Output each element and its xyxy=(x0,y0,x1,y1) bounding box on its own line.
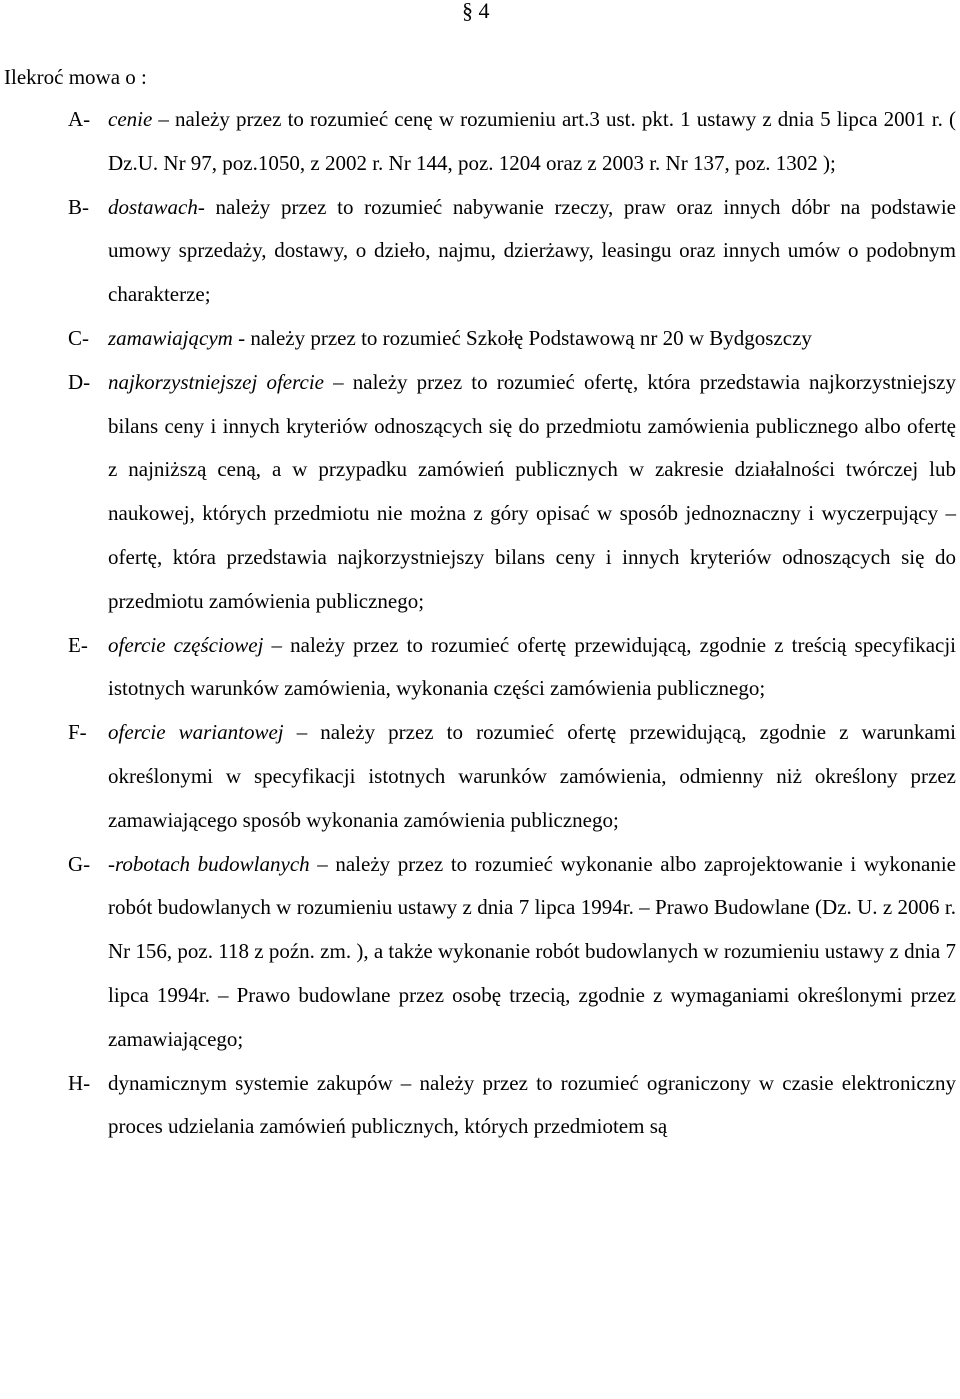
definition-item xyxy=(0,843,960,1062)
definition-text: – należy przez to rozumieć wykonanie albo zaprojektowanie i wykonanie robót budowlanych w rozumieniu ustawy z dnia 7 lipca 1994r. – Prawo Budowlane (Dz. U. z 2006 r. Nr 156, poz. 118 z poźn. zm. ), a także wykonanie robót budowlanych w rozumieniu ustawy z dnia 7 lipca 1994r. – Prawo budowlane przez osobę trzecią, zgodnie z wymaganiami określonymi przez zamawiającego; xyxy=(108,851,956,1051)
definition-letter: F- xyxy=(68,720,87,745)
definition-letter: A- xyxy=(68,107,91,131)
definition-text: dynamicznym systemie zakupów – należy przez to rozumieć ograniczony w czasie elektroniczny proces udzielania zamówień publicznych, których przedmiotem są xyxy=(108,1070,956,1139)
definition-term: najkorzystniejszej ofercie xyxy=(108,369,324,394)
intro-text: Ilekroć mowa o : xyxy=(4,65,147,89)
definition-letter: E- xyxy=(68,632,88,657)
definition-term: zamawiającym xyxy=(108,325,233,350)
definition-item xyxy=(0,624,960,712)
definition-text: - należy przez to rozumieć Szkołę Podstawową nr 20 w Bydgoszczy xyxy=(232,325,812,350)
definition-text: - należy przez to rozumieć nabywanie rzeczy, praw oraz innych dóbr na podstawie umowy sprzedaży, dostawy, o dzieło, najmu, dzierżawy, leasingu oraz innych umów o podobnym charakterze; xyxy=(108,194,956,307)
definition-letter: G- xyxy=(68,851,91,876)
definition-letter: C- xyxy=(68,325,89,350)
definition-item xyxy=(0,711,960,842)
definition-text: – należy przez to rozumieć ofertę przewidującą, zgodnie z warunkami określonymi w specyfikacji istotnych warunków zamówienia, odmienny niż określony przez zamawiającego sposób wykonania zamówienia publicznego; xyxy=(108,720,956,832)
definition-item xyxy=(0,1062,960,1150)
definition-term: dostawach xyxy=(108,194,198,219)
definition-letter: H- xyxy=(68,1070,91,1095)
definition-item xyxy=(0,98,960,186)
definition-item xyxy=(0,186,960,317)
definition-letter: B- xyxy=(68,194,89,219)
section-number: § 4 xyxy=(462,0,490,23)
definition-letter: D- xyxy=(68,369,91,394)
definition-term: cenie xyxy=(108,107,153,131)
definition-term: ofercie wariantowej xyxy=(108,720,284,745)
definitions-list xyxy=(0,98,960,1149)
definition-text: – należy przez to rozumieć cenę w rozumieniu art.3 ust. pkt. 1 ustawy z dnia 5 lipca 2001 r. ( Dz.U. Nr 97, poz.1050, z 2002 r. Nr 144, poz. 1204 oraz z 2003 r. Nr 137, poz. 1302 ); xyxy=(108,107,956,175)
definition-text: – należy przez to rozumieć ofertę przewidującą, zgodnie z treścią specyfikacji istotnych warunków zamówienia, wykonania części zamówienia publicznego; xyxy=(108,632,956,701)
definition-item xyxy=(0,317,960,361)
definition-term: -robotach budowlanych xyxy=(108,851,310,876)
definition-text: – należy przez to rozumieć ofertę, która przedstawia najkorzystniejszy bilans ceny i innych kryteriów odnoszących się do przedmiotu zamówienia publicznego albo ofertę z najniższą ceną, a w przypadku zamówień publicznych w zakresie działalności twórczej lub naukowej, których przedmiotu nie można z góry opisać w sposób jednoznaczny i wyczerpujący – ofertę, która przedstawia najkorzystniejszy bilans ceny i innych kryteriów odnoszących się do przedmiotu zamówienia publicznego; xyxy=(108,369,956,613)
definition-term: ofercie częściowej xyxy=(108,632,264,657)
definition-item xyxy=(0,361,960,624)
